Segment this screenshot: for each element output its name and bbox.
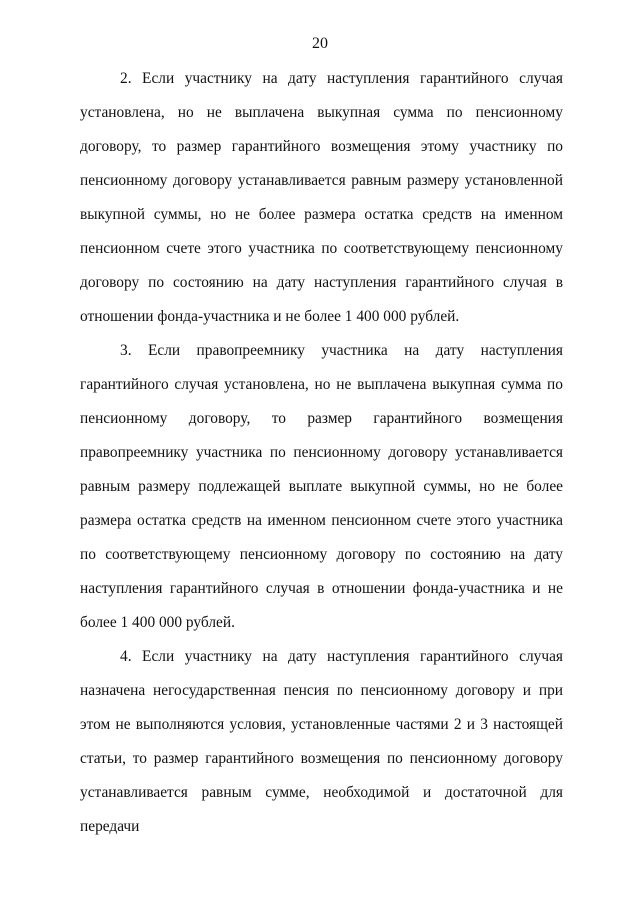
paragraph-part-3: 3. Если правопреемнику участника на дату наступления гарантийного случая установлена, но не выплачена выкупная сумма по пенсионному договору, то размер гарантийного возмещения правопреемнику участника по пенсионному договору устанавливается равным размеру подлежащей выплате выкупной суммы, но не более размера остатка средств на именном пенсионном счете этого участника по соответствующему пенсионному договору по состоянию на дату наступления гарантийного случая в отношении фонда-участника и не более 1 400 000 рублей. [80, 342, 563, 631]
paragraph-part-2: 2. Если участнику на дату наступления гарантийного случая установлена, но не выплачена выкупная сумма по пенсионному договору, то размер гарантийного возмещения этому участнику по пенсионному договору устанавливается равным размеру установленной выкупной суммы, но не более размера остатка средств на именном пенсионном счете этого участника по соответствующему пенсионному договору по состоянию на дату наступления гарантийного случая в отношении фонда-участника и не более 1 400 000 рублей. [80, 70, 563, 325]
page-number: 20 [312, 35, 328, 52]
paragraph-part-4: 4. Если участнику на дату наступления гарантийного случая назначена негосударственная пенсия по пенсионному договору и при этом не выполняются условия, установленные частями 2 и 3 настоящей статьи, то размер гарантийного возмещения по пенсионному договору устанавливается равным сумме, необходимой и достаточной для передачи [80, 648, 563, 835]
document-body [80, 62, 563, 844]
